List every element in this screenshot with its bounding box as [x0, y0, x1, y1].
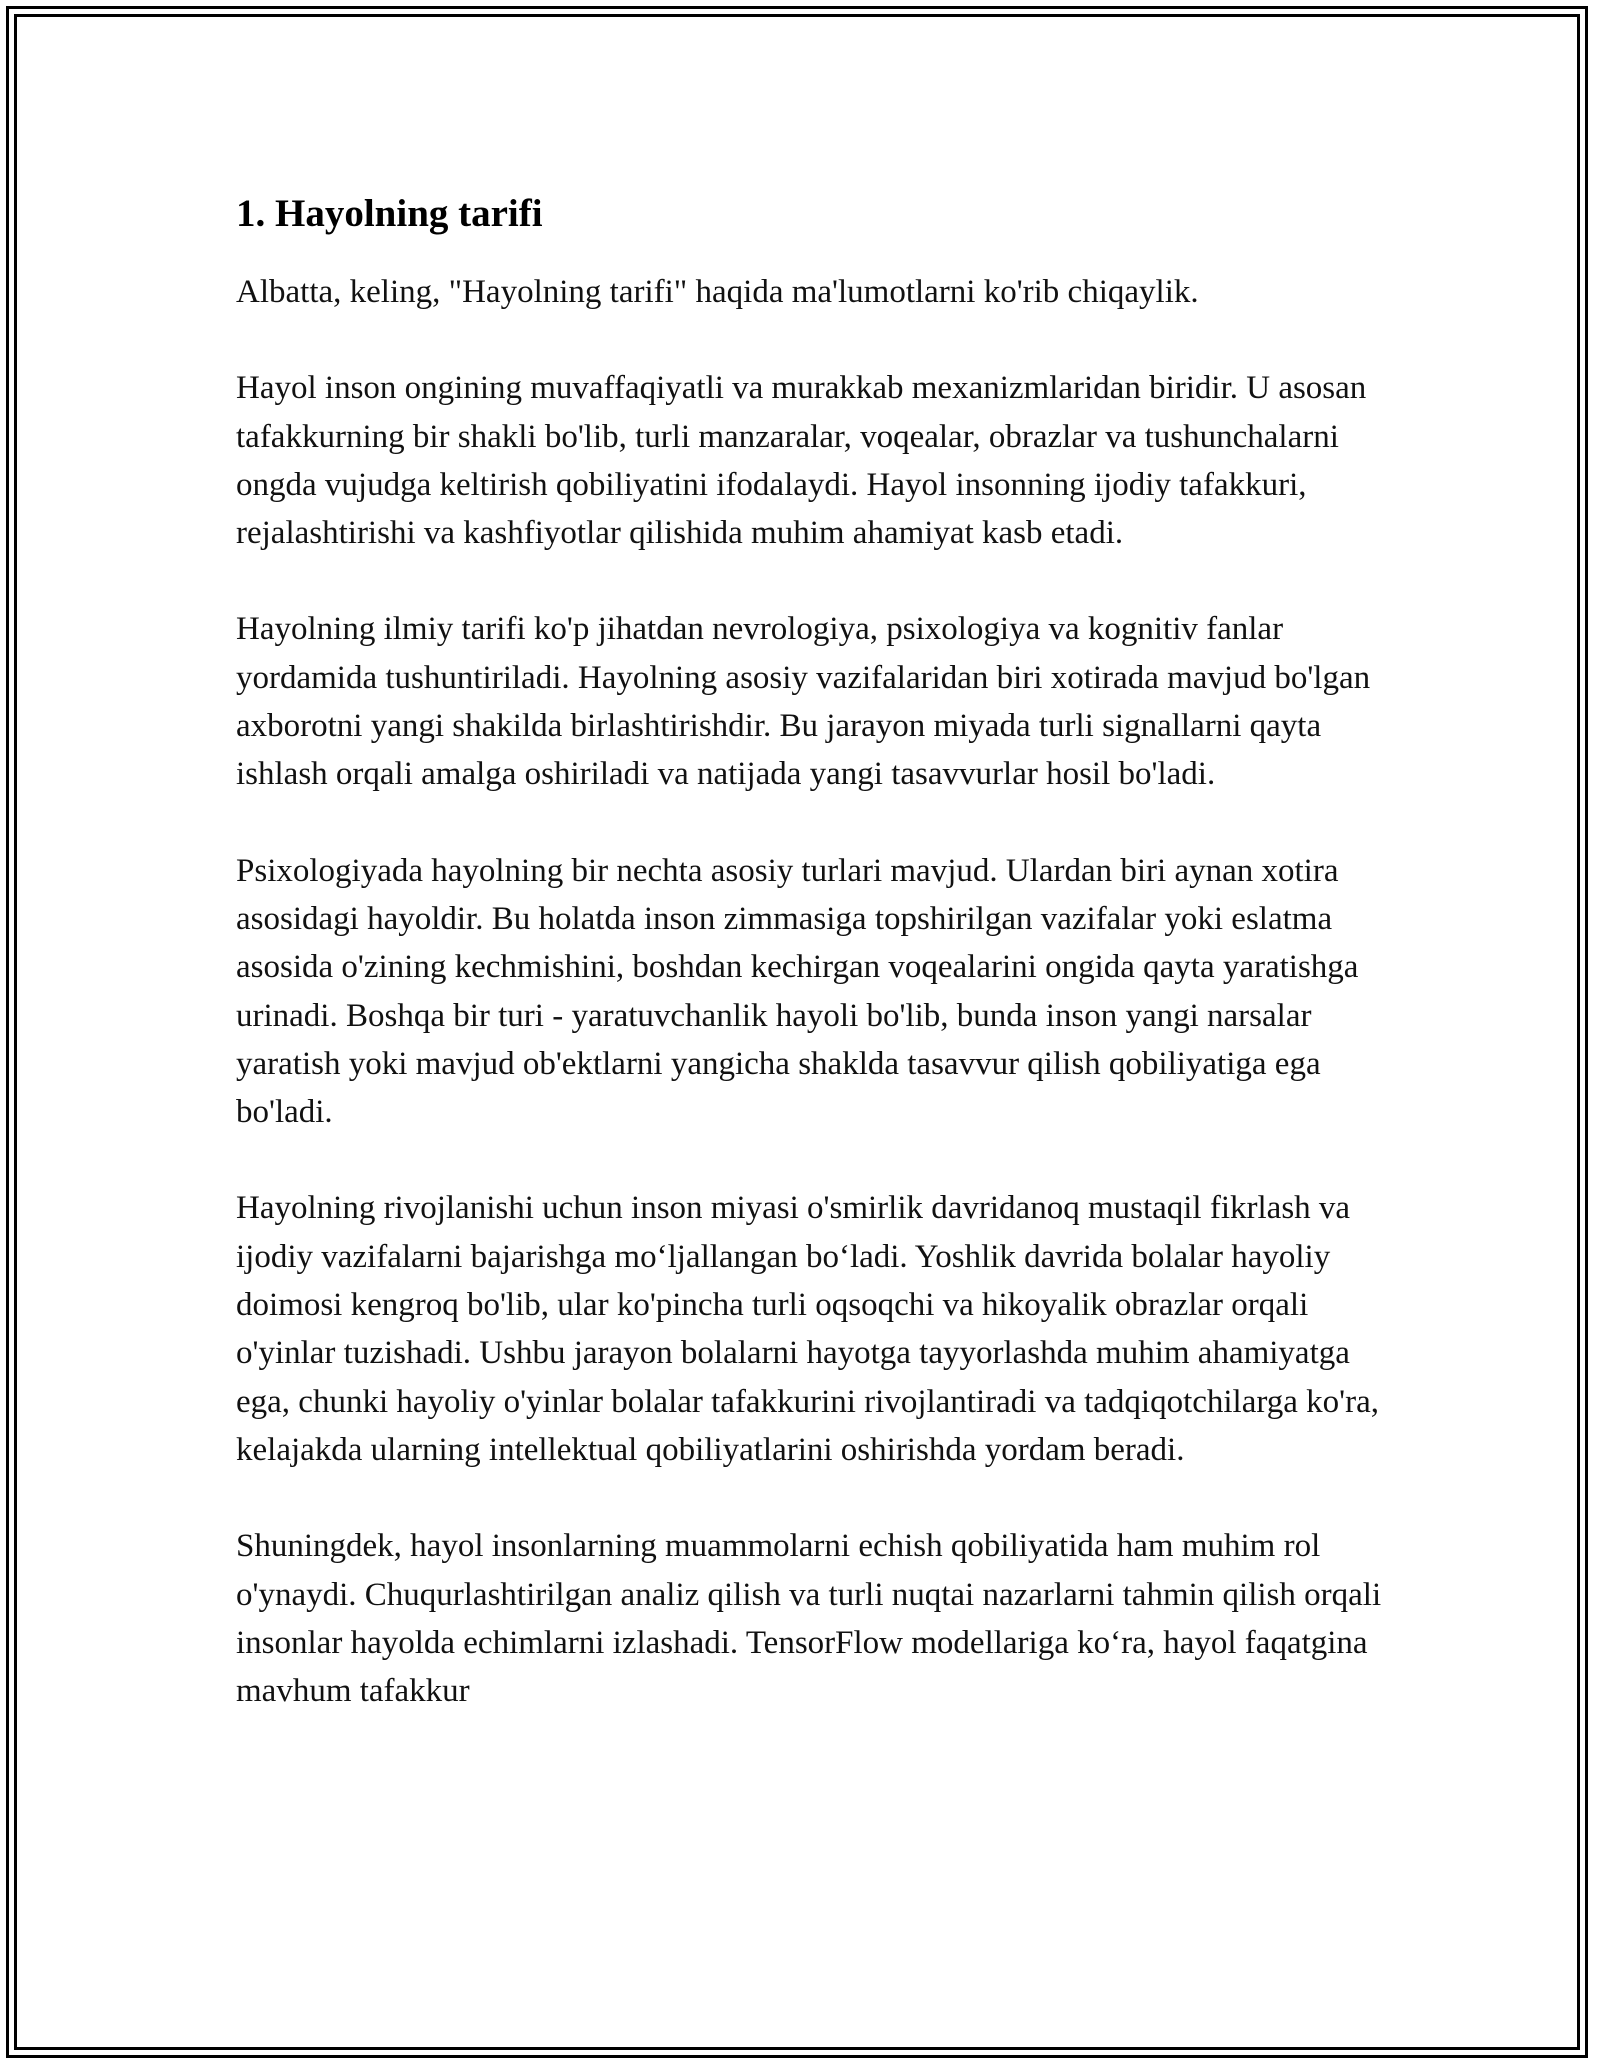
paragraph-development: Hayolning rivojlanishi uchun inson miyasi o'smirlik davridanoq mustaqil fikrlash va ijodiy vazifalarni bajarishga moʻljallangan boʻladi. Yoshlik davrida bolalar hayoliy doimosi kengroq bo'lib, ular ko'pincha turli oqsoqchi va hikoyalik obrazlar orqali o'yinlar tuzishadi. Ushbu jarayon bolalarni hayotga tayyorlashda muhim ahamiyatga ega, chunki hayoliy o'yinlar bolalar tafakkurini rivojlantiradi va tadqiqotchilarga ko'ra, kelajakda ularning intellektual qobiliyatlarini oshirishda yordam beradi.: [236, 1190, 1379, 1468]
paragraph-problem-solving: Shuningdek, hayol insonlarning muammolarni echish qobiliyatida ham muhim rol o'ynaydi. Chuqurlashtirilgan analiz qilish va turli nuqtai nazarlarni tahmin qilish orqali insonlar hayolda echimlarni izlashadi. TensorFlow modellariga koʻra, hayol faqatgina mavhum tafakkur: [236, 1528, 1382, 1710]
section-heading: 1. Hayolning tarifi: [236, 192, 543, 235]
paragraph-psychology: Psixologiyada hayolning bir nechta asosiy turlari mavjud. Ulardan biri aynan xotira asosidagi hayoldir. Bu holatda inson zimmasiga topshirilgan vazifalar yoki eslatma asosida o'zining kechmishini, boshdan kechirgan voqealarini ongida qayta yaratishga urinadi. Boshqa bir turi - yaratuvchanlik hayoli bo'lib, bunda inson yangi narsalar yaratish yoki mavjud ob'ektlarni yangicha shakldа tasavvur qilish qobiliyatiga ega bo'ladi.: [236, 852, 1359, 1131]
paragraph-intro: Albatta, keling, "Hayolning tarifi" haqida ma'lumotlarni ko'rib chiqaylik.: [236, 274, 1199, 310]
document-body: [236, 186, 1386, 1763]
paragraph-definition: Hayol inson ongining muvaffaqiyatli va murakkab mexanizmlaridan biridir. U asosan tafakkurning bir shakli bo'lib, turli manzaralar, voqealar, obrazlar va tushunchalarni ongda vujudga keltirish qobiliyatini ifodalaydi. Hayol insonning ijodiy tafakkuri, rejalashtirishi va kashfiyotlar qilishida muhim ahamiyat kasb etadi.: [236, 370, 1367, 552]
paragraph-scientific: Hayolning ilmiy tarifi ko'p jihatdan nevrologiya, psixologiya va kognitiv fanlar yordamida tushuntiriladi. Hayolning asosiy vazifalaridan biri xotirada mavjud bo'lgan axborotni yangi shakilda birlashtirishdir. Bu jarayon miyada turli signallarni qayta ishlash orqali amalga oshiriladi va natijada yangi tasavvurlar hosil bo'ladi.: [236, 611, 1371, 793]
